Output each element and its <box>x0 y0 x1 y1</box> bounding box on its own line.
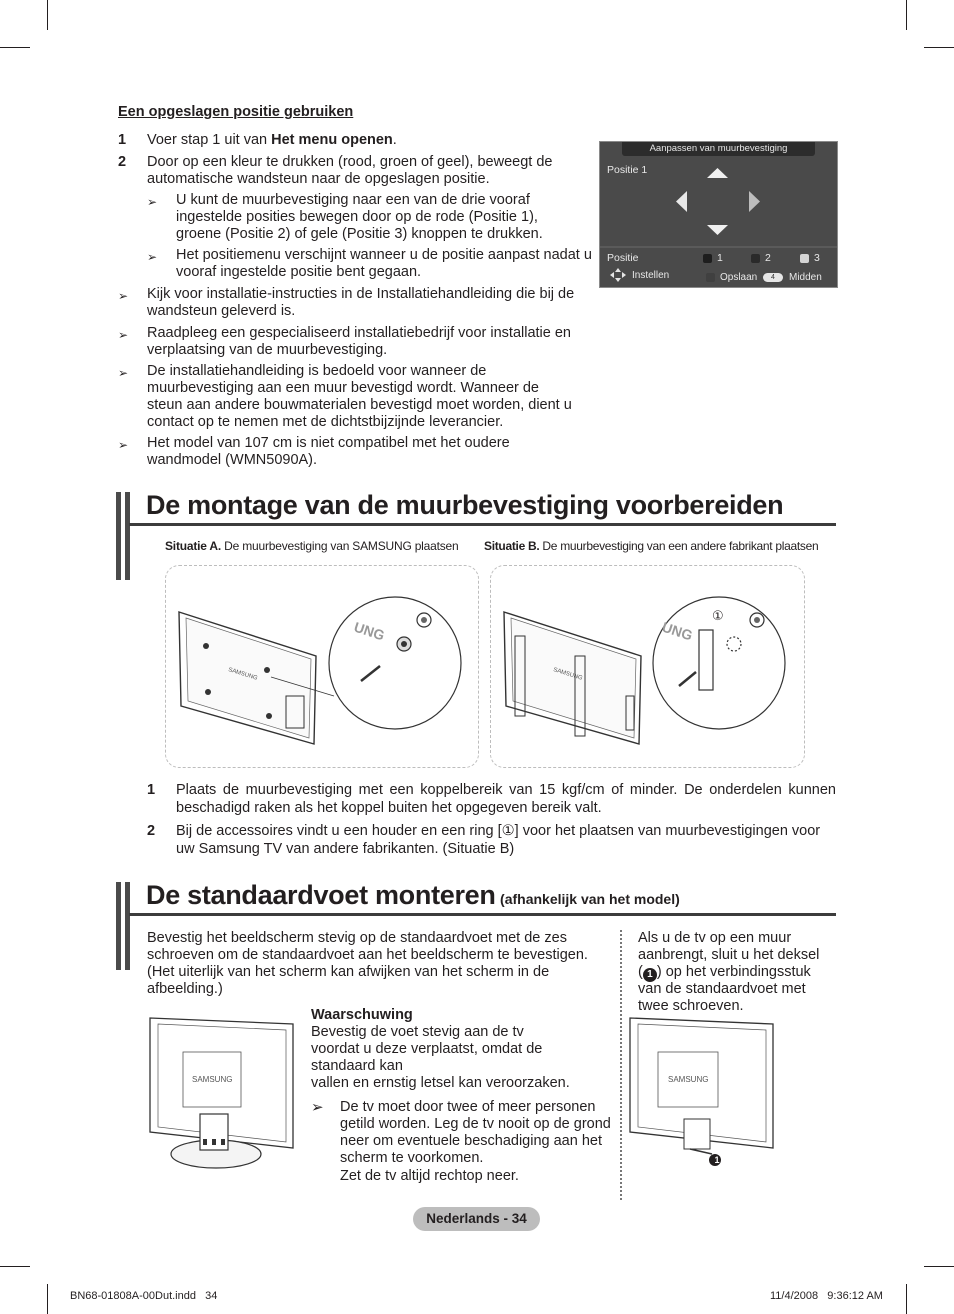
crop-mark <box>906 0 907 30</box>
note-line: Kijk voor installatie-instructies in de Installatiehandleiding die bij de <box>147 286 575 302</box>
warning-title: Waarschuwing <box>311 1007 413 1023</box>
arrow-bullet-icon: ➢ <box>147 250 158 264</box>
note-line: De installatiehandleiding is bedoeld voor wanneer de <box>147 363 487 379</box>
warning-line: voordat u deze verplaatst, omdat de <box>311 1041 543 1057</box>
intro-line: (Het uiterlijk van het scherm kan afwijken van het scherm in de <box>147 964 550 980</box>
side-paren-close: ) op het verbindingsstuk <box>656 964 811 980</box>
step-text-plain: Voer stap 1 uit van <box>147 132 272 148</box>
note-line: groene (Positie 2) of gele (Positie 3) knoppen te drukken. <box>176 226 543 242</box>
side-paren-open: ( <box>638 964 643 980</box>
page-number-badge: Nederlands - 34 <box>413 1207 540 1231</box>
step-line: automatische wandsteun naar de opgeslagen positie. <box>147 171 490 187</box>
arrow-bullet-icon: ➢ <box>118 289 129 303</box>
section-heading: Een opgeslagen positie gebruiken <box>118 104 354 120</box>
note-line: muurbevestiging aan een muur bevestigd wordt. Wanneer de <box>147 380 539 396</box>
arrow-bullet-icon: ➢ <box>311 1099 324 1116</box>
side-line-with-marker <box>638 964 811 982</box>
red-button-icon <box>703 254 712 263</box>
crop-mark <box>0 47 30 48</box>
step-line: Bij de accessoires vindt u een houder en een ring [①] voor het plaatsen van muurbevestigingen voor <box>176 823 821 839</box>
illustration-situation-a <box>165 565 479 768</box>
yellow-button-icon <box>800 254 809 263</box>
warning-line: standaard kan <box>311 1058 403 1074</box>
step-number: 1 <box>118 132 127 148</box>
arrow-bullet-icon: ➢ <box>118 328 129 342</box>
crop-mark <box>47 0 48 30</box>
arrow-down-icon <box>707 225 728 235</box>
osd-pos-2: 2 <box>765 252 771 264</box>
footer-file: BN68-01808A-00Dut.indd 34 <box>70 1290 218 1302</box>
note-line: contact op te nemen met de dichtstbijzijnde leverancier. <box>147 414 504 430</box>
crop-mark <box>906 1284 907 1314</box>
note-line: verplaatsing van de muurbevestiging. <box>147 342 388 358</box>
tip-line: neer om eventuele beschadiging aan het <box>340 1133 602 1149</box>
key-badge: 4 <box>763 273 783 282</box>
note-line: wandsteun geleverd is. <box>147 303 296 319</box>
warning-line: vallen en ernstig letsel kan veroorzaken. <box>311 1075 570 1091</box>
cover-marker-label: 1 <box>714 1155 720 1165</box>
note-line: Het model van 107 cm is niet compatibel met het oudere <box>147 435 510 451</box>
footer-date: 11/4/2008 9:36:12 AM <box>770 1290 883 1302</box>
step-text <box>147 132 397 149</box>
side-line: twee schroeven. <box>638 998 744 1014</box>
cover-marker-icon: 1 <box>643 968 657 982</box>
section-rule <box>129 913 836 916</box>
step-text-bold: Het menu openen <box>271 132 393 148</box>
intro-line: Bevestig het beeldscherm stevig op de standaardvoet met de zes <box>147 930 567 946</box>
note-line: wandmodel (WMN5090A). <box>147 452 318 468</box>
svg-text:SAMSUNG: SAMSUNG <box>227 667 259 682</box>
arrow-bullet-icon: ➢ <box>147 195 158 209</box>
note-line: U kunt de muurbevestiging naar een van de drie vooraf <box>176 192 530 208</box>
section-marker-bar <box>116 492 130 580</box>
arrow-up-icon <box>707 168 728 178</box>
osd-pos-1: 1 <box>717 252 723 264</box>
side-line: Als u de tv op een muur <box>638 930 792 946</box>
osd-bottom-label: Positie <box>607 252 639 264</box>
arrow-bullet-icon: ➢ <box>118 438 129 452</box>
intro-line: schroeven om de standaardvoet aan het beeldscherm te bevestigen. <box>147 947 588 963</box>
step-text-end: . <box>392 132 397 148</box>
osd-instellen: Instellen <box>632 270 670 281</box>
step-line: uw Samsung TV van andere fabrikanten. (Situatie B) <box>176 841 515 857</box>
side-line: aanbrengt, sluit u het deksel <box>638 947 820 963</box>
step-line: Door op een kleur te drukken (rood, groen of geel), beweegt de <box>147 154 553 170</box>
svg-text:UNG: UNG <box>660 618 695 644</box>
note-line: ingestelde posities bewegen door op de rode (Positie 1), <box>176 209 538 225</box>
situation-b-label: Situatie B. <box>484 539 540 553</box>
osd-opslaan: Opslaan <box>720 272 758 283</box>
side-line: van de standaardvoet met <box>638 981 806 997</box>
situation-a-text: De muurbevestiging van SAMSUNG plaatsen <box>221 539 459 553</box>
section-title: De montage van de muurbevestiging voorbereiden <box>146 490 784 520</box>
brand-logo: SAMSUNG <box>668 1075 709 1084</box>
osd-wall-mount-menu <box>599 141 838 288</box>
crop-mark <box>924 47 954 48</box>
osd-direction-arrows <box>600 142 837 287</box>
situation-b-caption <box>484 539 818 553</box>
tv-back-other-mount-illustration <box>491 566 804 767</box>
tip-line: getild worden. Leg de tv nooit op de grond <box>340 1116 611 1132</box>
section-title-suffix: (afhankelijk van het model) <box>500 891 680 907</box>
tv-stand-illustration <box>148 1014 300 1174</box>
tv-cover-illustration <box>628 1014 778 1174</box>
osd-position-label: Positie 1 <box>607 164 648 176</box>
warning-line: Bevestig de voet stevig aan de tv <box>311 1024 524 1040</box>
section-title <box>146 880 680 911</box>
note-line: Het positiemenu verschijnt wanneer u de positie aanpast nadat u <box>176 247 592 263</box>
step-line: beschadigd raken als het koppel buiten het opgegeven bereik valt. <box>176 800 602 816</box>
section-rule <box>129 523 836 526</box>
svg-text:SAMSUNG: SAMSUNG <box>552 667 584 682</box>
tip-line: De tv moet door twee of meer personen <box>340 1099 596 1115</box>
column-divider <box>620 930 622 1200</box>
tip-line: scherm te voorkomen. <box>340 1150 484 1166</box>
green-button-icon <box>751 254 760 263</box>
note-line: steun aan andere bouwmaterialen bevestigd moet worden, dient u <box>147 397 572 413</box>
osd-pos-3: 3 <box>814 252 820 264</box>
ring-marker: ① <box>712 608 724 623</box>
tip-line: Zet de tv altijd rechtop neer. <box>340 1168 519 1184</box>
tv-back-wall-mount-illustration <box>166 566 478 767</box>
situation-b-text: De muurbevestiging van een andere fabrikant plaatsen <box>539 539 819 553</box>
step-number: 1 <box>147 782 156 798</box>
section-title-main: De standaardvoet monteren <box>146 880 496 910</box>
step-number: 2 <box>118 154 127 170</box>
crop-mark <box>47 1284 48 1314</box>
osd-title: Aanpassen van muurbevestiging <box>622 142 815 156</box>
brand-partial-text: UNG <box>352 618 387 644</box>
note-line: vooraf ingestelde positie bent gegaan. <box>176 264 422 280</box>
enter-button-icon <box>706 273 715 282</box>
situation-a-caption <box>165 539 458 553</box>
arrow-left-icon <box>676 191 687 212</box>
step-line: Plaats de muurbevestiging met een koppelbereik van 15 kgf/cm of minder. De onderdelen kunnen <box>176 782 836 798</box>
situation-a-label: Situatie A. <box>165 539 222 553</box>
intro-line: afbeelding.) <box>147 981 223 997</box>
arrow-bullet-icon: ➢ <box>118 366 129 380</box>
step-number: 2 <box>147 823 156 839</box>
crop-mark <box>0 1266 30 1267</box>
arrow-right-icon <box>749 191 760 212</box>
crop-mark <box>924 1266 954 1267</box>
brand-logo: SAMSUNG <box>192 1075 233 1084</box>
osd-midden: Midden <box>789 272 822 283</box>
move-icon <box>610 268 626 282</box>
illustration-situation-b <box>490 565 805 768</box>
note-line: Raadpleeg een gespecialiseerd installatiebedrijf voor installatie en <box>147 325 571 341</box>
section-marker-bar <box>116 882 130 970</box>
